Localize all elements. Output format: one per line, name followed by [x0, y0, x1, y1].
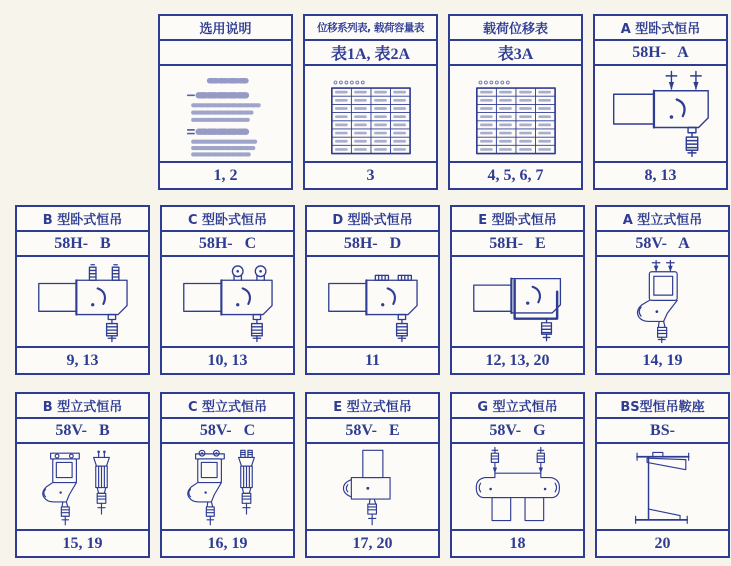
cell-title: 位移系列表, 载荷容量表	[305, 16, 436, 41]
row-2	[15, 205, 730, 375]
saddle-bs-diagram	[597, 444, 728, 529]
cell-title: E 型立式恒吊	[307, 394, 438, 419]
cell-title: BS型恒吊鞍座	[597, 394, 728, 419]
cell-subtitle: 58V- E	[307, 419, 438, 444]
cell-title: C 型卧式恒吊	[162, 207, 293, 232]
vertical-hanger-a-diagram	[597, 257, 728, 346]
cell-pages: 18	[452, 529, 583, 556]
cell-pages: 16, 19	[162, 529, 293, 556]
cell-title: 选用说明	[160, 16, 291, 41]
cell-subtitle: 58H- A	[595, 41, 726, 66]
horizontal-hanger-e-diagram	[452, 257, 583, 346]
cell-pages: 11	[307, 346, 438, 373]
horizontal-hanger-d-diagram	[307, 257, 438, 346]
horizontal-hanger-c-diagram	[162, 257, 293, 346]
cell-hanger-58v-b	[15, 392, 150, 558]
cell-usage-notes	[158, 14, 293, 190]
cell-title: 载荷位移表	[450, 16, 581, 41]
cell-title: D 型卧式恒吊	[307, 207, 438, 232]
cell-pages: 8, 13	[595, 161, 726, 188]
vertical-hanger-c-diagram	[162, 444, 293, 529]
cell-title: C 型立式恒吊	[162, 394, 293, 419]
cell-subtitle: 58H- D	[307, 232, 438, 257]
cell-saddle-bs	[595, 392, 730, 558]
cell-series-tables	[303, 14, 438, 190]
horizontal-hanger-a-diagram	[595, 66, 726, 161]
cell-hanger-58h-d	[305, 205, 440, 375]
cell-title: B 型立式恒吊	[17, 394, 148, 419]
cell-pages: 10, 13	[162, 346, 293, 373]
cell-pages: 12, 13, 20	[452, 346, 583, 373]
cell-title: E 型卧式恒吊	[452, 207, 583, 232]
cell-subtitle: 58V- C	[162, 419, 293, 444]
cell-title: A 型立式恒吊	[597, 207, 728, 232]
load-table-figure	[450, 66, 581, 161]
cell-subtitle	[160, 41, 291, 66]
cell-pages: 20	[597, 529, 728, 556]
cell-subtitle: 58H- E	[452, 232, 583, 257]
vertical-hanger-b-diagram	[17, 444, 148, 529]
cell-pages: 1, 2	[160, 161, 291, 188]
row-3	[15, 392, 730, 558]
cell-pages: 4, 5, 6, 7	[450, 161, 581, 188]
series-table-figure	[305, 66, 436, 161]
cell-subtitle: BS-	[597, 419, 728, 444]
cell-pages: 15, 19	[17, 529, 148, 556]
row-1	[158, 14, 728, 190]
cell-subtitle: 58V- A	[597, 232, 728, 257]
cell-title: A 型卧式恒吊	[595, 16, 726, 41]
cell-pages: 3	[305, 161, 436, 188]
cell-subtitle: 表3A	[450, 41, 581, 66]
vertical-hanger-e-diagram	[307, 444, 438, 529]
cell-hanger-58v-c	[160, 392, 295, 558]
cell-subtitle: 表1A, 表2A	[305, 41, 436, 66]
cell-hanger-58h-e	[450, 205, 585, 375]
horizontal-hanger-b-diagram	[17, 257, 148, 346]
cell-hanger-58h-b	[15, 205, 150, 375]
cell-title: B 型卧式恒吊	[17, 207, 148, 232]
cell-pages: 9, 13	[17, 346, 148, 373]
cell-title: G 型立式恒吊	[452, 394, 583, 419]
cell-load-displacement-table	[448, 14, 583, 190]
cell-subtitle: 58H- B	[17, 232, 148, 257]
cell-subtitle: 58V- G	[452, 419, 583, 444]
vertical-hanger-g-diagram	[452, 444, 583, 529]
usage-notes-figure	[160, 66, 291, 161]
cell-hanger-58h-c	[160, 205, 295, 375]
cell-pages: 17, 20	[307, 529, 438, 556]
cell-subtitle: 58H- C	[162, 232, 293, 257]
cell-hanger-58v-a	[595, 205, 730, 375]
cell-subtitle: 58V- B	[17, 419, 148, 444]
cell-hanger-58h-a	[593, 14, 728, 190]
cell-hanger-58v-g	[450, 392, 585, 558]
cell-pages: 14, 19	[597, 346, 728, 373]
cell-hanger-58v-e	[305, 392, 440, 558]
